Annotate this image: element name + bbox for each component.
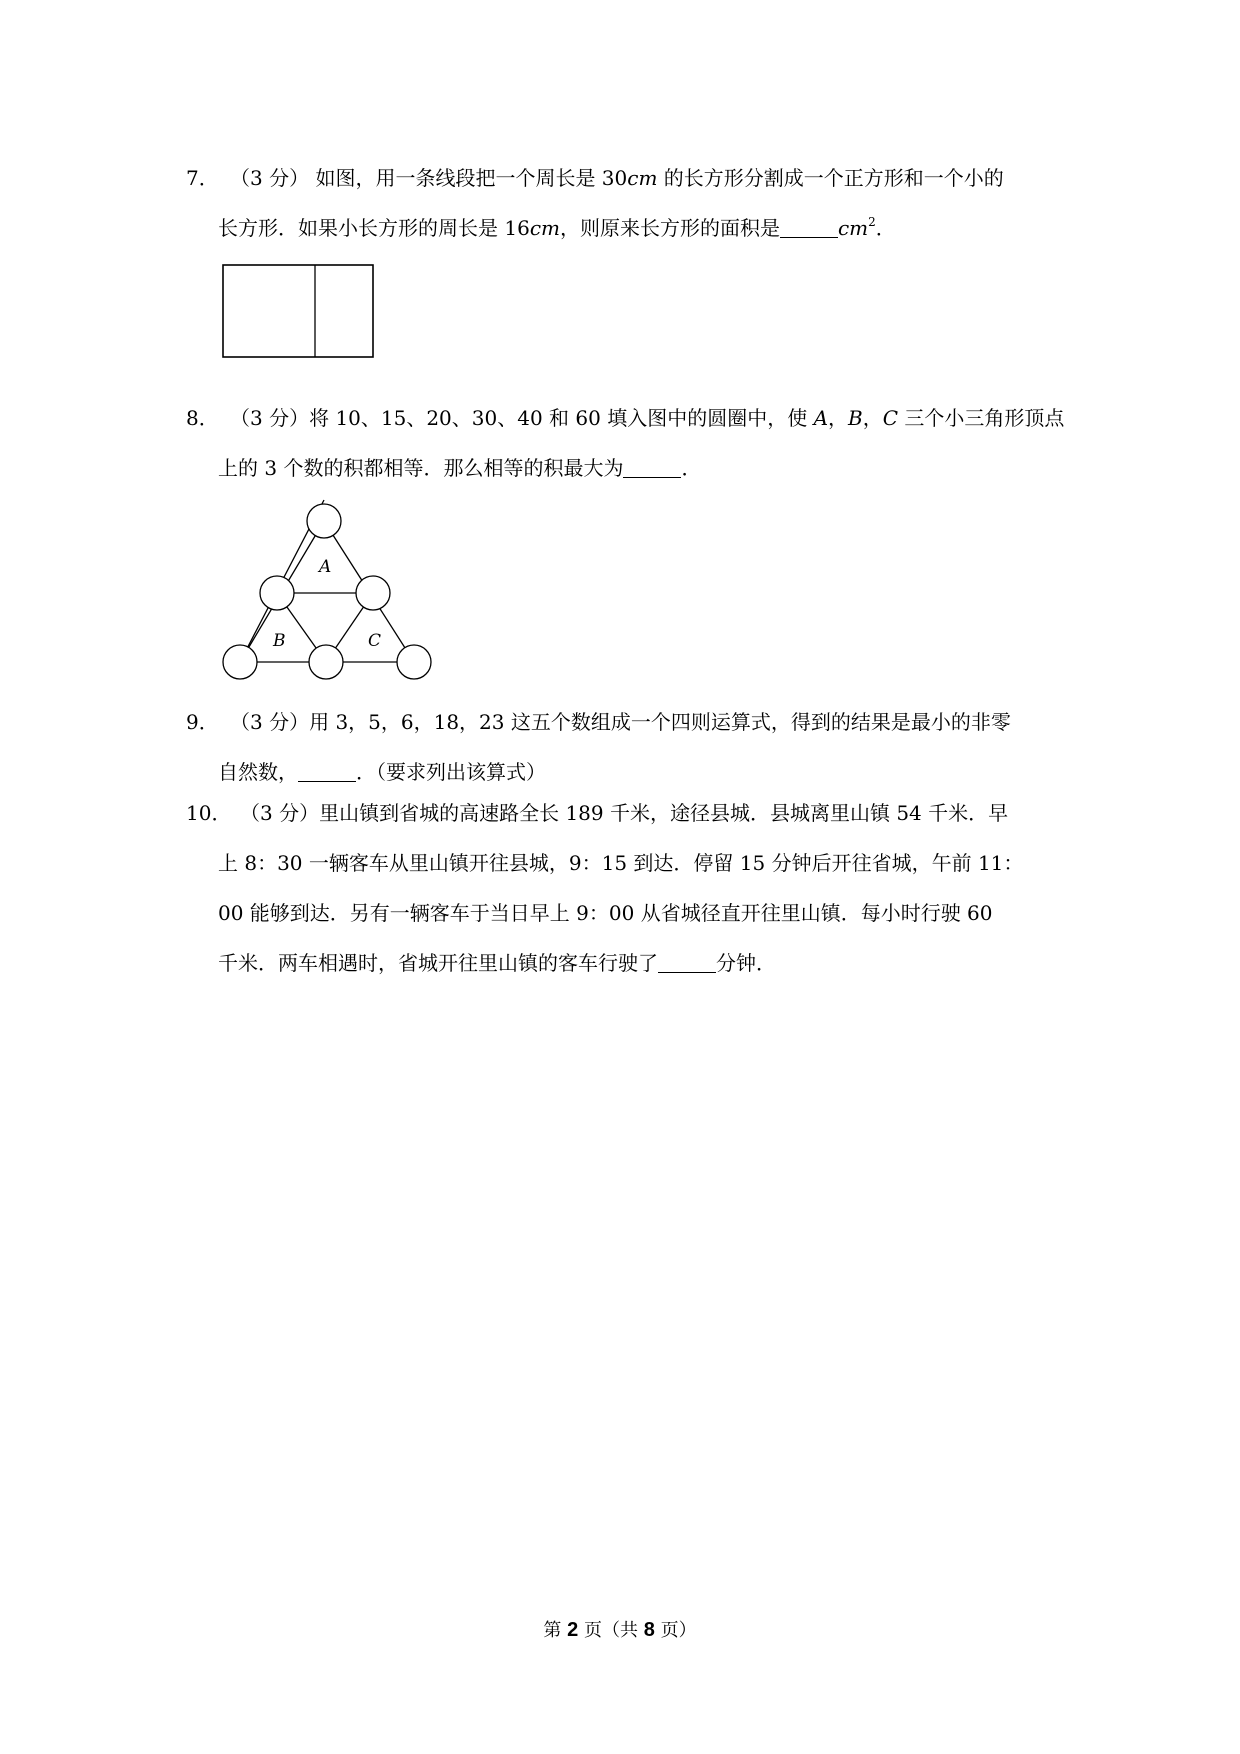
question-number: 10． xyxy=(186,801,232,825)
answer-blank[interactable] xyxy=(623,459,681,478)
page-total: 8 xyxy=(643,1619,655,1641)
question-number: 9． xyxy=(186,710,219,734)
question-text-line-2: 上 8：30 一辆客车从里山镇开往县城，9：15 到达．停留 15 分钟后开往省城，午前 11： xyxy=(218,851,1024,875)
outer-rectangle xyxy=(223,265,373,357)
page-number: 2 xyxy=(567,1619,579,1641)
question-text-line-1: （3 分）将 10、15、20、30、40 和 60 填入图中的圆圈中，使 A，B，C 三个小三角形顶点 xyxy=(230,406,1065,430)
question-text-line-2: 上的 3 个数的积都相等．那么相等的积最大为 ． xyxy=(218,456,702,480)
answer-blank[interactable] xyxy=(658,954,716,973)
rectangle-figure xyxy=(222,264,374,360)
question-text-line-2: 长方形．如果小长方形的周长是 16cm，则原来长方形的面积是 $cm^2$． xyxy=(218,215,896,240)
question-text-line-1: （3 分）用 3，5，6，18，23 这五个数组成一个四则运算式，得到的结果是最小的非零 xyxy=(230,710,1011,734)
question-text-line-1: （3 分） 如图，用一条线段把一个周长是 30cm 的长方形分割成一个正方形和一个小的 xyxy=(230,166,1004,190)
question-text-line-4: 千米．两车相遇时，省城开往里山镇的客车行驶了 分钟． xyxy=(218,951,776,975)
answer-blank[interactable] xyxy=(298,763,356,782)
question-text-line-1: （3 分）里山镇到省城的高速路全长 189 千米，途径县城．县城离里山镇 54 千米．早 xyxy=(240,801,1009,825)
answer-blank[interactable] xyxy=(780,219,838,238)
circle-bottom-right[interactable] xyxy=(397,645,431,679)
label-a: A xyxy=(319,557,332,577)
question-text-line-3: 00 能够到达．另有一辆客车于当日早上 9：00 从省城径直开往里山镇．每小时行驶 60 xyxy=(218,901,993,925)
triangle-circle-figure xyxy=(220,500,435,682)
circle-mid-left[interactable] xyxy=(260,576,294,610)
circle-mid-right[interactable] xyxy=(356,576,390,610)
circle-top[interactable] xyxy=(307,504,341,538)
label-c: C xyxy=(368,631,382,651)
page-footer: 第 2 页（共 8 页） xyxy=(543,1619,697,1641)
circle-bottom-left[interactable] xyxy=(223,645,257,679)
question-number: 7． xyxy=(186,166,219,190)
question-number: 8． xyxy=(186,406,219,430)
label-b: B xyxy=(273,631,286,651)
question-text-line-2: 自然数， ．（要求列出该算式） xyxy=(218,760,546,784)
circle-bottom-middle[interactable] xyxy=(309,645,343,679)
